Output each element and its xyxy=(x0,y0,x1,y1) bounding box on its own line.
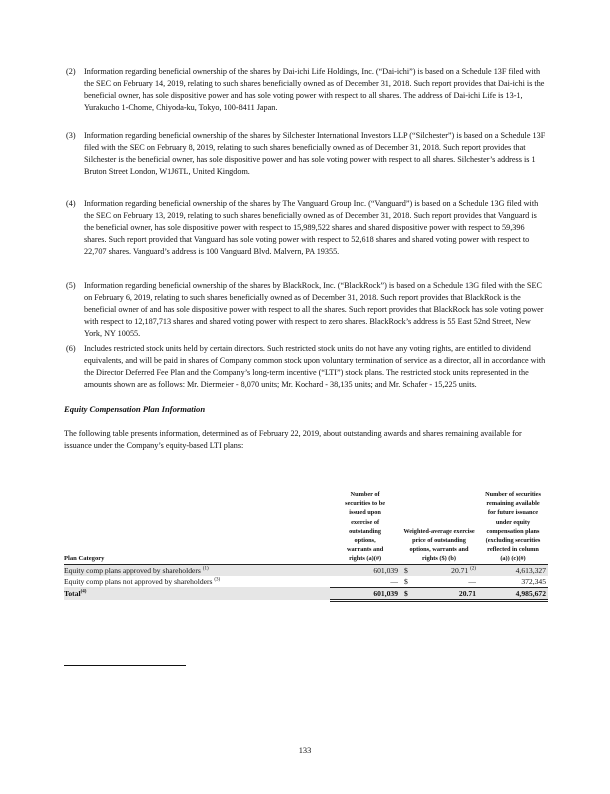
footnote-text: Information regarding beneficial ownership of the shares by The Vanguard Group Inc. (“Vanguard”) is based on a Schedule 13G filed with the SEC on February 13, 2019, relating to such shares beneficially owned as of December 31, 2018. Such report provides that Vanguard is the beneficial owner, has sole dispositive power with respect to 15,989,522 shares and shared dispositive power with respect to 59,396 shares. Such report provided that Vanguard has sole voting power with respect to 52,618 shares and shared voting power with respect to 22,707 shares. Vanguard’s address is 100 Vanguard Blvd. Malvern, PA 19355. xyxy=(84,199,539,256)
cell-col-c: 372,345 xyxy=(521,576,546,586)
header-col-a-text: Number of securities to be issued upon exercise of outstanding options, warrants and rights (a)(#) xyxy=(345,491,386,563)
footnote-4 xyxy=(66,198,546,258)
cell-col-a: — xyxy=(390,576,399,586)
row-label xyxy=(64,587,330,600)
row-label-footnote: (3) xyxy=(214,577,221,583)
table-row-total xyxy=(64,587,548,600)
footnote-5 xyxy=(66,280,546,340)
table-row xyxy=(64,576,548,588)
footnote-2 xyxy=(66,66,546,114)
page-number: 133 xyxy=(298,746,312,755)
row-label-footnote: (1) xyxy=(202,566,209,572)
cell-currency: $ xyxy=(400,587,416,600)
header-plan-category: Plan Category xyxy=(64,490,330,564)
footnote-3 xyxy=(66,130,546,178)
row-label-text: Equity comp plans not approved by shareholders xyxy=(64,576,213,586)
cell-col-b: — xyxy=(468,576,477,586)
footnote-text: Includes restricted stock units held by certain directors. Such restricted stock units do not have any voting rights, are entitled to dividend equivalents, and will be paid in shares of Company common stock upon voluntary termination of service as a director, all in accordance with the Director Deferred Fee Plan and the Company’s long-term incentive (“LTI”) stock plans. The restricted stock units represented in the amounts shown are as follows: Mr. Diermeier - 8,070 units; Mr. Kochard - 38,135 units; and Mr. Schafer - 15,225 units. xyxy=(84,344,546,389)
section-title: Equity Compensation Plan Information xyxy=(64,404,206,414)
footnote-text: Information regarding beneficial ownership of the shares by BlackRock, Inc. (“BlackRock”) is based on a Schedule 13G filed with the SEC on February 6, 2019, relating to such shares beneficially owned as of December 31, 2018. Such report provides that BlackRock is the beneficial owner of and has sole dispositive power with respect to all the shares. Such report provides that BlackRock has sole voting power with respect to 12,187,713 shares and shared voting power with respect to zero shares. BlackRock’s address is 55 East 52nd Street, New York, NY 10055. xyxy=(84,281,544,338)
footnote-6 xyxy=(66,343,546,391)
footnote-divider xyxy=(64,665,186,666)
header-col-b-text: Weighted-average exercise price of outstanding options, warrants and rights ($) (b) xyxy=(403,527,475,563)
footnote-number: (2) xyxy=(66,67,76,76)
cell-col-c: 4,985,672 xyxy=(478,587,548,600)
footnote-number: (3) xyxy=(66,131,76,140)
row-label-footnote: (4) xyxy=(80,589,87,595)
cell-col-b: 20.71 xyxy=(416,587,478,600)
footnote-number: (5) xyxy=(66,281,76,290)
row-label xyxy=(64,576,330,588)
cell-col-b-value: 20.71 xyxy=(451,565,469,575)
row-label xyxy=(64,564,330,576)
footnote-text: Information regarding beneficial ownership of the shares by Dai-ichi Life Holdings, Inc. (“Dai-ichi”) is based on a Schedule 13F filed with the SEC on February 14, 2019, relating to such shares beneficially owned as of December 31, 2018. Such report provides that Dai-ichi is the beneficial owner, has sole dispositive power and has sole voting power with respect to all shares. The address of Dai-ichi Life is 13-1, Yurakucho 1-Chome, Chiyoda-ku, Tokyo, 100-8411 Japan. xyxy=(84,67,545,112)
header-col-a xyxy=(330,490,400,564)
row-label-text: Total xyxy=(64,589,81,599)
cell-currency: $ xyxy=(404,576,408,586)
cell-currency: $ xyxy=(400,564,416,576)
footnote-number: (6) xyxy=(66,344,76,353)
cell-col-b-footnote: (2) xyxy=(470,566,477,572)
table-row xyxy=(64,564,548,576)
header-col-c-text: Number of securities remaining available for future issuance under equity compensation plans (excluding securities reflected in column (a)) (c)(#) xyxy=(485,491,541,563)
row-label-text: Equity comp plans approved by shareholders xyxy=(64,565,201,575)
table-header-row xyxy=(64,490,548,564)
footnote-number: (4) xyxy=(66,199,76,208)
header-col-b xyxy=(400,490,478,564)
footnote-text: Information regarding beneficial ownership of the shares by Silchester International Investors LLP (“Silchester”) is based on a Schedule 13F filed with the SEC on February 8, 2019, relating to such shares beneficially owned as of December 31, 2018. Such report provides that Silchester is the beneficial owner, has sole dispositive power and has sole voting power with respect to all shares. Silchester’s address is 1 Bruton Street London, W1J6TL, United Kingdom. xyxy=(84,131,546,176)
cell-col-a: 601,039 xyxy=(330,587,400,600)
intro-paragraph: The following table presents information, determined as of February 22, 2019, about outstanding awards and shares remaining available for issuance under the Company’s equity-based LTI plans: xyxy=(64,429,522,450)
header-col-c xyxy=(478,490,548,564)
cell-col-a: 601,039 xyxy=(330,564,400,576)
equity-compensation-table xyxy=(64,490,548,602)
cell-col-b xyxy=(416,564,478,576)
cell-col-c: 4,613,327 xyxy=(478,564,548,576)
